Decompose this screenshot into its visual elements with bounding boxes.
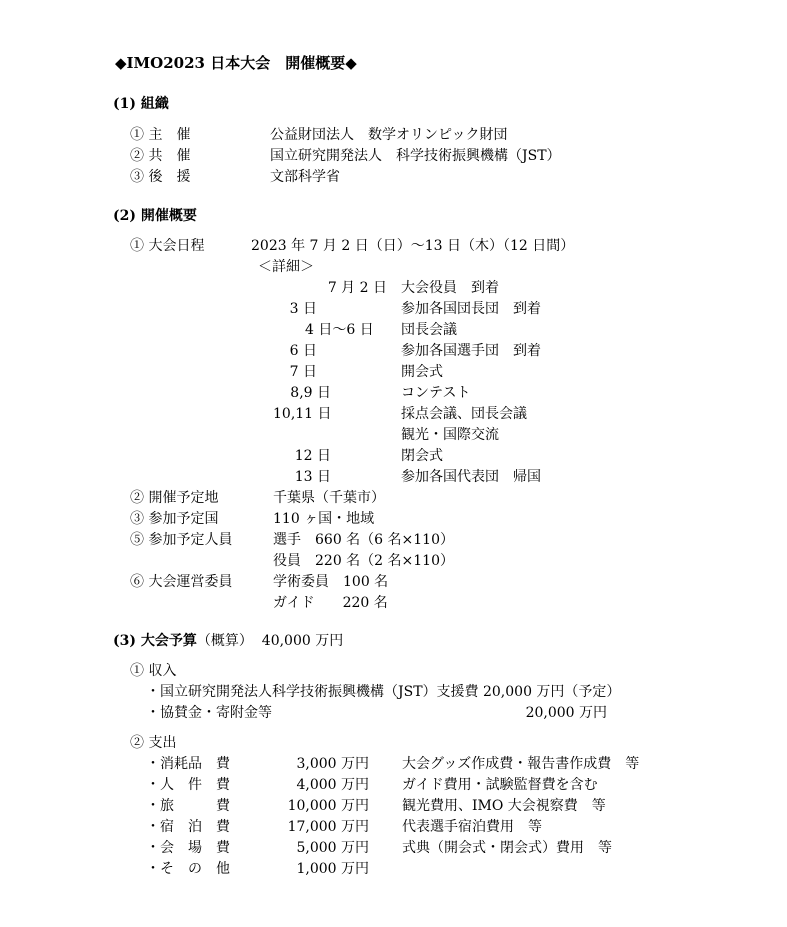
schedule-date: 8,9 日 xyxy=(290,385,331,401)
expense-amount: 5,000 万円 xyxy=(296,840,369,856)
expense-name: ・宿 泊 費 xyxy=(146,819,230,835)
schedule-label: ① 大会日程 xyxy=(130,238,205,254)
org-label-support: ③ 後 援 xyxy=(130,169,191,185)
schedule-detail-heading: ＜詳細＞ xyxy=(258,259,314,275)
expense-amount: 4,000 万円 xyxy=(296,777,369,793)
section-heading-budget: (3) 大会予算 xyxy=(113,633,197,649)
venue-label: ② 開催予定地 xyxy=(130,490,219,506)
schedule-event: 観光・国際交流 xyxy=(401,427,499,443)
expense-amount: 17,000 万円 xyxy=(287,819,369,835)
expense-note: 大会グッズ作成費・報告書作成費 等 xyxy=(402,756,640,772)
schedule-date: 12 日 xyxy=(294,448,331,464)
section-heading-organization: (1) 組織 xyxy=(113,96,169,112)
countries-label: ③ 参加予定国 xyxy=(130,511,219,527)
expense-name: ・消耗品 費 xyxy=(146,756,230,772)
schedule-event: コンテスト xyxy=(401,385,471,401)
budget-total: 40,000 万円 xyxy=(261,633,344,649)
schedule-event: 大会役員 到着 xyxy=(401,280,499,296)
expense-amount: 3,000 万円 xyxy=(296,756,369,772)
expense-note: ガイド費用・試験監督費を含む xyxy=(402,777,598,793)
page-title: ◆IMO2023 日本大会 開催概要◆ xyxy=(115,54,357,72)
expense-name: ・会 場 費 xyxy=(146,840,230,856)
expense-note: 代表選手宿泊費用 等 xyxy=(402,819,542,835)
income-item: ・協賛金・寄附金等 xyxy=(146,705,272,721)
budget-heading-row xyxy=(113,634,343,648)
expense-name: ・そ の 他 xyxy=(146,861,230,877)
schedule-date: 7 月 2 日 xyxy=(327,280,387,296)
org-value-cohost: 国立研究開発法人 科学技術振興機構（JST） xyxy=(270,148,561,164)
schedule-date: 13 日 xyxy=(294,469,331,485)
people-label: ⑤ 参加予定人員 xyxy=(130,532,233,548)
budget-total-spacer xyxy=(253,633,262,649)
committee-label: ⑥ 大会運営委員 xyxy=(130,574,233,590)
venue-value: 千葉県（千葉市） xyxy=(273,490,385,506)
schedule-date: 6 日 xyxy=(289,343,317,359)
budget-heading-note: （概算） xyxy=(196,633,253,649)
expense-amount: 1,000 万円 xyxy=(296,861,369,877)
section-heading-overview: (2) 開催概要 xyxy=(113,208,197,224)
committee-line: 学術委員 100 名 xyxy=(273,574,389,590)
schedule-event: 開会式 xyxy=(401,364,443,380)
expense-name: ・人 件 費 xyxy=(146,777,230,793)
income-amount: 20,000 万円 xyxy=(525,705,607,721)
schedule-date: 7 日 xyxy=(289,364,317,380)
schedule-event: 参加各国代表団 帰国 xyxy=(401,469,541,485)
org-value-support: 文部科学省 xyxy=(270,169,340,185)
schedule-date: 3 日 xyxy=(289,301,317,317)
schedule-value: 2023 年 7 月 2 日（日）～13 日（木）（12 日間） xyxy=(251,238,575,254)
income-label: ① 収入 xyxy=(130,663,177,679)
schedule-event: 閉会式 xyxy=(401,448,443,464)
expense-note: 式典（開会式・閉会式）費用 等 xyxy=(402,840,612,856)
org-label-cohost: ② 共 催 xyxy=(130,148,191,164)
schedule-event: 参加各国選手団 到着 xyxy=(401,343,541,359)
schedule-date: 4 日～6 日 xyxy=(305,322,374,338)
org-label-host: ① 主 催 xyxy=(130,127,191,143)
income-item: ・国立研究開発法人科学技術振興機構（JST）支援費 20,000 万円（予定） xyxy=(146,684,621,700)
schedule-event: 採点会議、団長会議 xyxy=(401,406,527,422)
schedule-date: 10,11 日 xyxy=(273,406,332,422)
committee-line: ガイド 220 名 xyxy=(273,595,388,611)
org-value-host: 公益財団法人 数学オリンピック財団 xyxy=(270,127,508,143)
countries-value: 110 ヶ国・地域 xyxy=(273,511,375,527)
schedule-event: 参加各国団長団 到着 xyxy=(401,301,541,317)
people-line: 役員 220 名（2 名×110） xyxy=(273,553,454,569)
expense-name: ・旅 費 xyxy=(146,798,230,814)
expense-label: ② 支出 xyxy=(130,735,177,751)
expense-note: 観光費用、IMO 大会視察費 等 xyxy=(402,798,606,814)
schedule-event: 団長会議 xyxy=(401,322,457,338)
people-line: 選手 660 名（6 名×110） xyxy=(273,532,454,548)
expense-amount: 10,000 万円 xyxy=(287,798,369,814)
